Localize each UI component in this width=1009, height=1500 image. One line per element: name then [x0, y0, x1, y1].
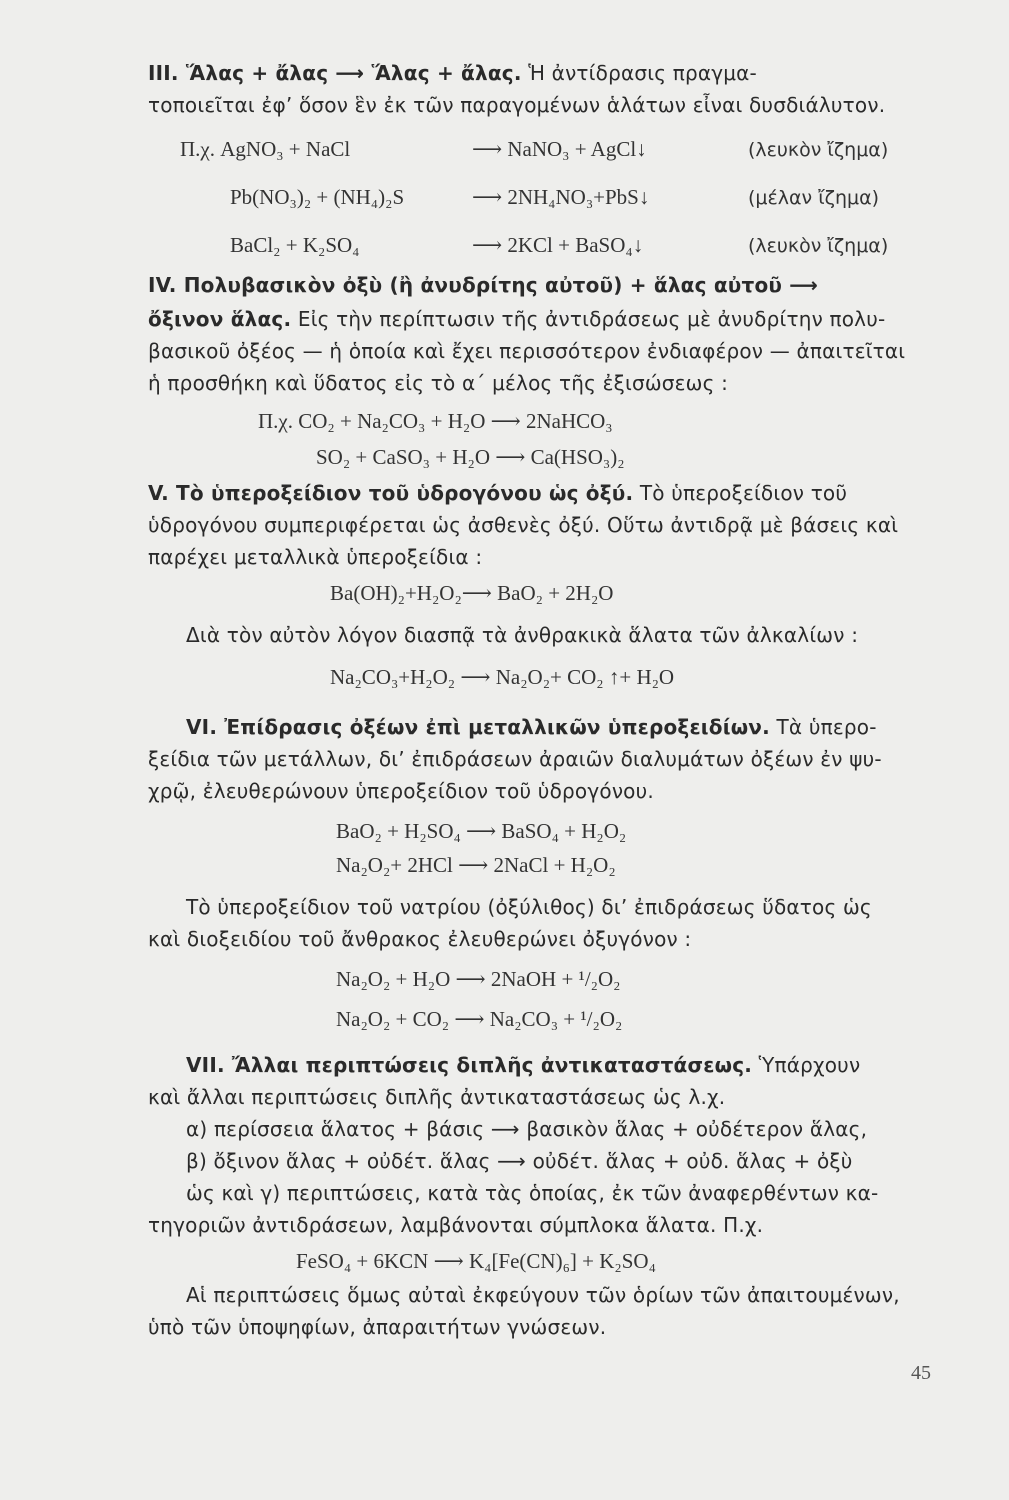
sec6-line3: χρῷ, ἐλευθερώνουν ὑπεροξείδιον τοῦ ὑδρογόνου.: [148, 779, 654, 803]
sec6-text: Τὰ ὑπερο-: [769, 715, 877, 739]
sec3-eq1-note: (λευκὸν ἴζημα): [748, 139, 889, 161]
sec5-line3: παρέχει μεταλλικὰ ὑπεροξείδια :: [148, 545, 483, 569]
sec7-eq1: FeSO₄ + 6KCN ⟶ K₄[Fe(CN)₆] + K₂SO₄: [296, 1249, 656, 1273]
sec7-line5: ὡς καὶ γ) περιπτώσεις, κατὰ τὰς ὁποίας, ἐκ τῶν ἀναφερθέντων κα-: [186, 1181, 879, 1205]
sec3-eq3-rhs: ⟶ 2KCl + BaSO₄↓: [472, 233, 644, 257]
sec3-eq3-lhs: BaCl₂ + K₂SO₄: [230, 233, 360, 257]
sec7-line4: β) ὄξινον ἅλας + οὐδέτ. ἅλας ⟶ οὐδέτ. ἅλας + οὐδ. ἅλας + ὀξὺ: [186, 1149, 853, 1173]
sec7-line2: καὶ ἄλλαι περιπτώσεις διπλῆς ἀντικαταστάσεως ὡς λ.χ.: [148, 1085, 726, 1109]
sec5-line1: [148, 480, 847, 506]
sec3-line2: τοποιεῖται ἐφ’ ὅσον ἓν ἐκ τῶν παραγομένων ἁλάτων εἶναι δυσδιάλυτον.: [148, 93, 886, 117]
sec6-eq4: Na₂O₂ + CO₂ ⟶ Na₂CO₃ + ¹/₂O₂: [336, 1007, 623, 1031]
sec4-line1: [148, 306, 885, 332]
sec7-line6: τηγοριῶν ἀντιδράσεων, λαμβάνονται σύμπλοκα ἅλατα. Π.χ.: [148, 1213, 764, 1237]
sec4-line3: ἡ προσθήκη καὶ ὕδατος εἰς τὸ α΄ μέλος τῆς ἐξισώσεως :: [148, 371, 729, 395]
sec4-text: Εἰς τὴν περίπτωσιν τῆς ἀντιδράσεως μὲ ἀνυδρίτην πολυ-: [291, 307, 886, 331]
sec6-heading: VI. Ἐπίδρασις ὀξέων ἐπὶ μεταλλικῶν ὑπεροξειδίων.: [186, 715, 770, 739]
sec7-line7: Αἱ περιπτώσεις ὅμως αὐταὶ ἐκφεύγουν τῶν ὁρίων τῶν ἀπαιτουμένων,: [186, 1283, 900, 1307]
sec5-heading: V. Τὸ ὑπεροξείδιον τοῦ ὑδρογόνου ὡς ὀξύ.: [148, 481, 634, 505]
sec6-eq1: BaO₂ + H₂SO₄ ⟶ BaSO₄ + H₂O₂: [336, 819, 627, 843]
sec5-line4: Διὰ τὸν αὐτὸν λόγον διασπᾷ τὰ ἀνθρακικὰ ἅλατα τῶν ἀλκαλίων :: [186, 623, 859, 647]
sec6-eq2: Na₂O₂+ 2HCl ⟶ 2NaCl + H₂O₂: [336, 853, 616, 877]
sec4-eq1: Π.χ. CO₂ + Na₂CO₃ + H₂O ⟶ 2NaHCO₃: [258, 409, 613, 433]
sec6-line4: Τὸ ὑπεροξείδιον τοῦ νατρίου (ὀξύλιθος) δι’ ἐπιδράσεως ὕδατος ὡς: [186, 895, 872, 919]
sec3-eq3-note: (λευκὸν ἴζημα): [748, 235, 889, 257]
sec6-eq3: Na₂O₂ + H₂O ⟶ 2NaOH + ¹/₂O₂: [336, 967, 621, 991]
sec7-line8: ὑπὸ τῶν ὑποψηφίων, ἀπαραιτήτων γνώσεων.: [148, 1315, 607, 1339]
sec5-eq1: Ba(OH)₂+H₂O₂⟶ BaO₂ + 2H₂O: [330, 581, 614, 605]
sec6-line1: [186, 714, 877, 740]
sec5-line2: ὑδρογόνου συμπεριφέρεται ὡς ἀσθενὲς ὀξύ. Οὕτω ἀντιδρᾷ μὲ βάσεις καὶ: [148, 513, 899, 537]
sec7-line3: α) περίσσεια ἅλατος + βάσις ⟶ βασικὸν ἅλας + οὐδέτερον ἅλας,: [186, 1117, 868, 1141]
sec7-text: Ὑπάρχουν: [752, 1053, 861, 1077]
sec4-line2: βασικοῦ ὀξέος — ἡ ὁποία καὶ ἔχει περισσότερον ἐνδιαφέρον — ἀπαιτεῖται: [148, 339, 906, 363]
sec3-text: Ἡ ἀντίδρασις πραγμα-: [521, 61, 757, 85]
page-number: 45: [911, 1362, 931, 1384]
sec6-line5: καὶ διοξειδίου τοῦ ἄνθρακος ἐλευθερώνει ὀξυγόνον :: [148, 927, 692, 951]
sec7-heading: VII. Ἄλλαι περιπτώσεις διπλῆς ἀντικαταστάσεως.: [186, 1053, 753, 1077]
sec5-text: Τὸ ὑπεροξείδιον τοῦ: [633, 481, 848, 505]
sec3-eq2-note: (μέλαν ἴζημα): [748, 187, 880, 209]
sec3-eq2-rhs: ⟶ 2NH₄NO₃+PbS↓: [472, 185, 650, 209]
sec4-heading-cont: ὄξινον ἅλας.: [148, 307, 292, 331]
sec7-line1: [186, 1052, 860, 1078]
sec4-eq2: SO₂ + CaSO₃ + H₂O ⟶ Ca(HSO₃)₂: [316, 445, 625, 469]
sec5-eq2: Na₂CO₃+H₂O₂ ⟶ Na₂O₂+ CO₂ ↑+ H₂O: [330, 665, 675, 689]
sec3-eq1-lhs: Π.χ. AgNO₃ + NaCl: [180, 137, 351, 161]
sec3-line1: [148, 60, 757, 86]
sec3-eq1-rhs: ⟶ NaNO₃ + AgCl↓: [472, 137, 647, 161]
sec3-heading: III. Ἅλας + ἄλας ⟶ Ἅλας + ἄλας.: [148, 61, 522, 85]
sec4-heading: IV. Πολυβασικὸν ὀξὺ (ἢ ἀνυδρίτης αὐτοῦ) + ἅλας αὐτοῦ ⟶: [148, 273, 819, 297]
sec3-eq2-lhs: Pb(NO₃)₂ + (NH₄)₂S: [230, 185, 405, 209]
sec6-line2: ξείδια τῶν μετάλλων, δι’ ἐπιδράσεων ἀραιῶν διαλυμάτων ὀξέων ἐν ψυ-: [148, 747, 882, 771]
